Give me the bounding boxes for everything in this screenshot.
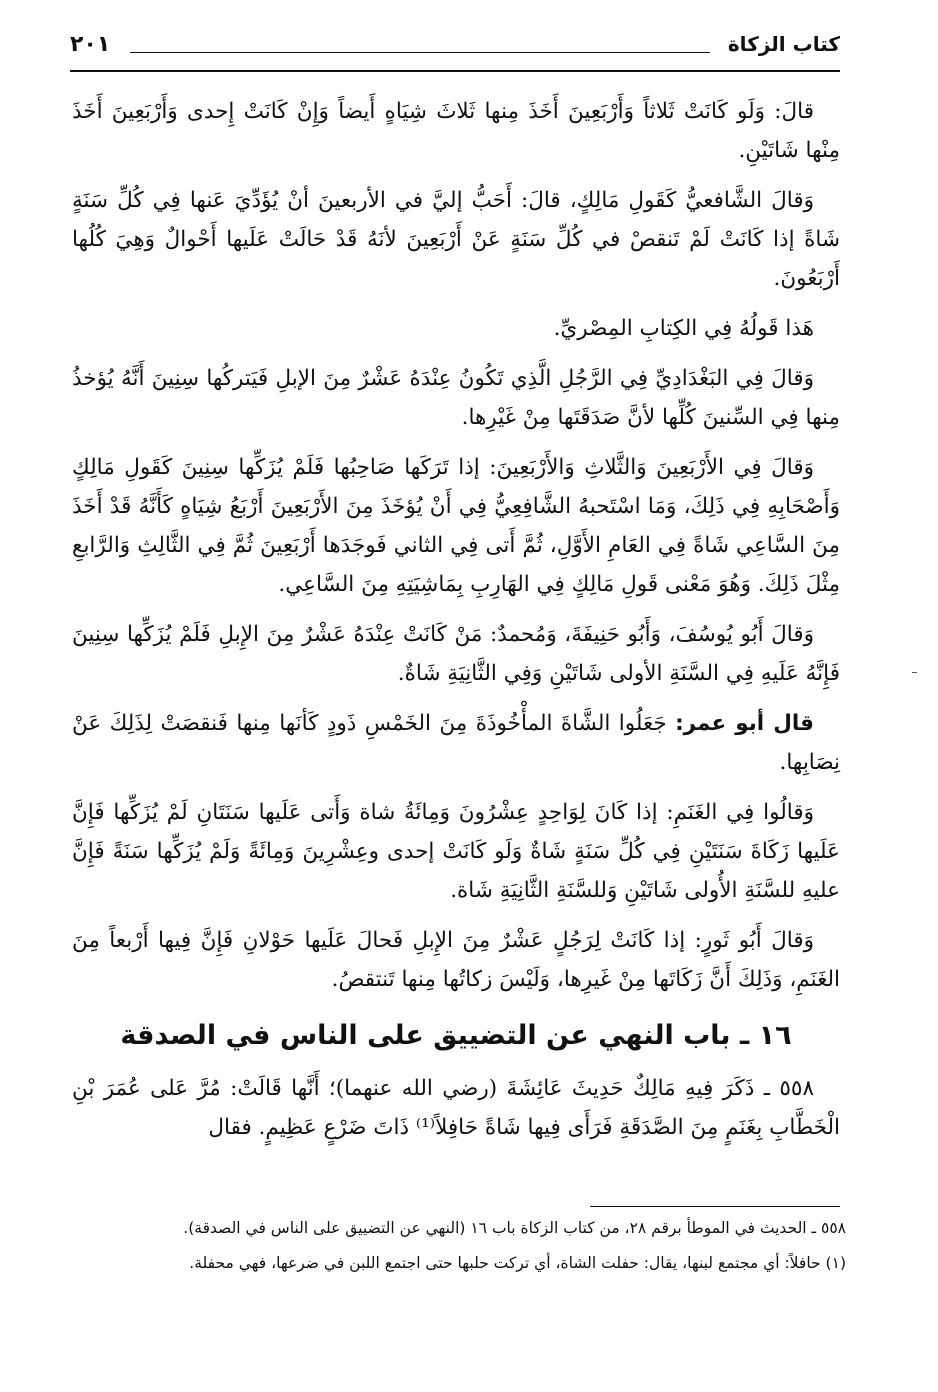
margin-mark <box>912 672 917 673</box>
speaker-label: قال أبو عمر: <box>675 711 814 736</box>
paragraph: قالَ: وَلَو كَانَتْ ثَلاثاً وَأَرْبَعِينَ أَخَذَ مِنها ثَلاثَ شِيَاهٍ أَيضاً وَإِنْ كَانَتْ إِحدى وَأَرْبَعِينَ أَخَذَ مِنْها شَاتَيْنِ. <box>72 99 840 163</box>
footnote-rule <box>590 1206 840 1207</box>
running-head: كتاب الزكاة <box>727 32 840 56</box>
paragraph: قال أبو عمر: جَعَلُوا الشَّاةَ المأْخُوذَةَ مِنَ الخَمْسِ ذَودٍ كَأنَها مِنها فَنقصَتْ لِذَلِكَ عَنْ نِصَابِها. <box>72 711 840 775</box>
page-number: ٢٠١ <box>70 32 111 57</box>
hadith-number: ٥٥٨ ـ <box>763 1076 814 1101</box>
footnotes <box>76 1214 846 1284</box>
main-text <box>72 92 840 1158</box>
paragraph: وَقالَ فِي البَغْدَادِيِّ فِي الرَّجُلِ الَّذِي تَكُونُ عِنْدَهُ عَشْرٌ مِنَ الإبلِ فَيَتركُها سِنِينَ أَنَّهُ يُؤخذُ مِنها فِي السِّنينَ كُلِّها لأنَّ صَدَقَتَها مِنْ غَيْرِها. <box>72 366 840 430</box>
page-header <box>70 30 840 72</box>
paragraph: وَقالَ فِي الأَرْبَعِينَ وَالثَّلاثِ وَالأَرْبَعِينَ: إذا تَرَكَها صَاحِبُها فَلَمْ يُزَكِّها سِنِينَ كَقَولِ مَالِكٍ وَأَصْحَابِهِ فِي ذَلِكَ، وَمَا اسْتَحبهُ الشَّافِعِيُّ فِي أَنْ يُؤخَذَ مِنَ الأَرْبَعِينَ أَرْبَعُ شِيَاهٍ كَأَنَّهُ قَدْ أَخَذَ مِنَ السَّاعِي شَاةً فِي العَامِ الأَوَّلِ، ثُمَّ أَتى فِي الثاني فَوجَدَها أَرْبَعِينَ ثُمَّ فِي الثَّالِثِ وَالرَّابعِ مِثْلَ ذَلِكَ. وَهُوَ مَعْنى قَولِ مَالِكٍ فِي الهَارِبِ بِمَاشِيَتِهِ مِنَ السَّاعِي. <box>72 455 840 597</box>
footnote: (١) حافلاً: أي مجتمع لبنها، يقال: حفلت الشاة، أي تركت حلبها حتى اجتمع اللبن في ضرعها، فهي محفلة. <box>189 1254 846 1272</box>
footnote: ٥٥٨ ـ الحديث في الموطأ برقم ٢٨، من كتاب الزكاة باب ١٦ (النهي عن التضييق على الناس في الصدقة). <box>183 1219 846 1237</box>
paragraph: وَقالُوا فِي الغَنَمِ: إذا كَانَ لِوَاحِدٍ عِشْرُونَ وَمِائَةُ شاة وَأَتى عَلَيها سَنَتَانِ لَمْ يُزَكِّها فَإِنَّ عَلَيها زَكَاةَ سَنَتَيْنِ فِي كُلِّ سَنَةٍ شَاةٌ وَلَو كَانَتْ إحدى وعِشْرِينَ وَمِائَةً وَلَمْ يُزَكِّها سَنَةً فَإِنَّ عليهِ للسَّنَةِ الأُولى شَاتَيْنِ وَللسَّنَةِ الثَّانِيَةِ شَاة. <box>72 800 840 903</box>
paragraph: وَقالَ الشَّافعيُّ كَقَولِ مَالِكٍ، قالَ: أَحَبُّ إليَّ في الأربعينَ أنْ يُؤَدِّيَ عَنها فِي كُلِّ سَنَةٍ شَاةً إذا كَانَتْ لَمْ تَنقصْ في كُلِّ سَنَةٍ عَنْ أَرْبَعِينَ لأنَهُ قَدْ حَالَتْ عَلَيها أَحْوالٌ وَهِيَ كُلُها أَرْبَعُونَ. <box>72 188 840 291</box>
hadith-paragraph: ٥٥٨ ـ ذَكَرَ فِيهِ مَالِكٌ حَدِيثَ عَائِشَةَ (رضي الله عنهما)؛ أَنَّها قَالَتْ: مُرَّ عَلى عُمَرَ بْنِ الْخَطَّابِ بِغَنَمٍ مِنَ الصَّدَقَةِ فَرَأَى فِيها شَاةً حَافِلاً⁽¹⁾ ذَاتَ ضَرْعٍ عَظِيمٍ. فقال <box>72 1076 840 1140</box>
section-heading: ١٦ ـ باب النهي عن التضييق على الناس في الصدقة <box>120 1020 792 1051</box>
paragraph: وَقالَ أَبُو ثَورٍ: إذا كَانَتْ لِرَجُلٍ عَشْرٌ مِنَ الإِبلِ فَحالَ عَلَيها حَوْلانِ فَإِنَّ فِيها أَرْبعاً مِنَ الغَنَمِ، وَذَلِكَ أَنَّ زَكَاتَها مِنْ غَيرِها، وَلَيْسَ زكاتُها مِنها تَنتقصُ. <box>72 928 840 992</box>
paragraph: وَقالَ أَبُو يُوسُفَ، وَأَبُو حَنِيفَةَ، وَمُحمدٌ: مَنْ كَانَتْ عِنْدَهُ عَشْرٌ مِنَ الإِبلِ فَلَمْ يُزَكِّها سِنِينَ فَإِنَّهُ عَلَيهِ فِي السَّنَةِ الأولى شَاتَيْنِ وَفِي الثَّانِيَةِ شَاةٌ. <box>72 622 840 686</box>
paragraph: هَذا قَولُهُ فِي الكِتابِ المِصْريِّ. <box>553 316 814 341</box>
header-rule <box>130 52 710 53</box>
